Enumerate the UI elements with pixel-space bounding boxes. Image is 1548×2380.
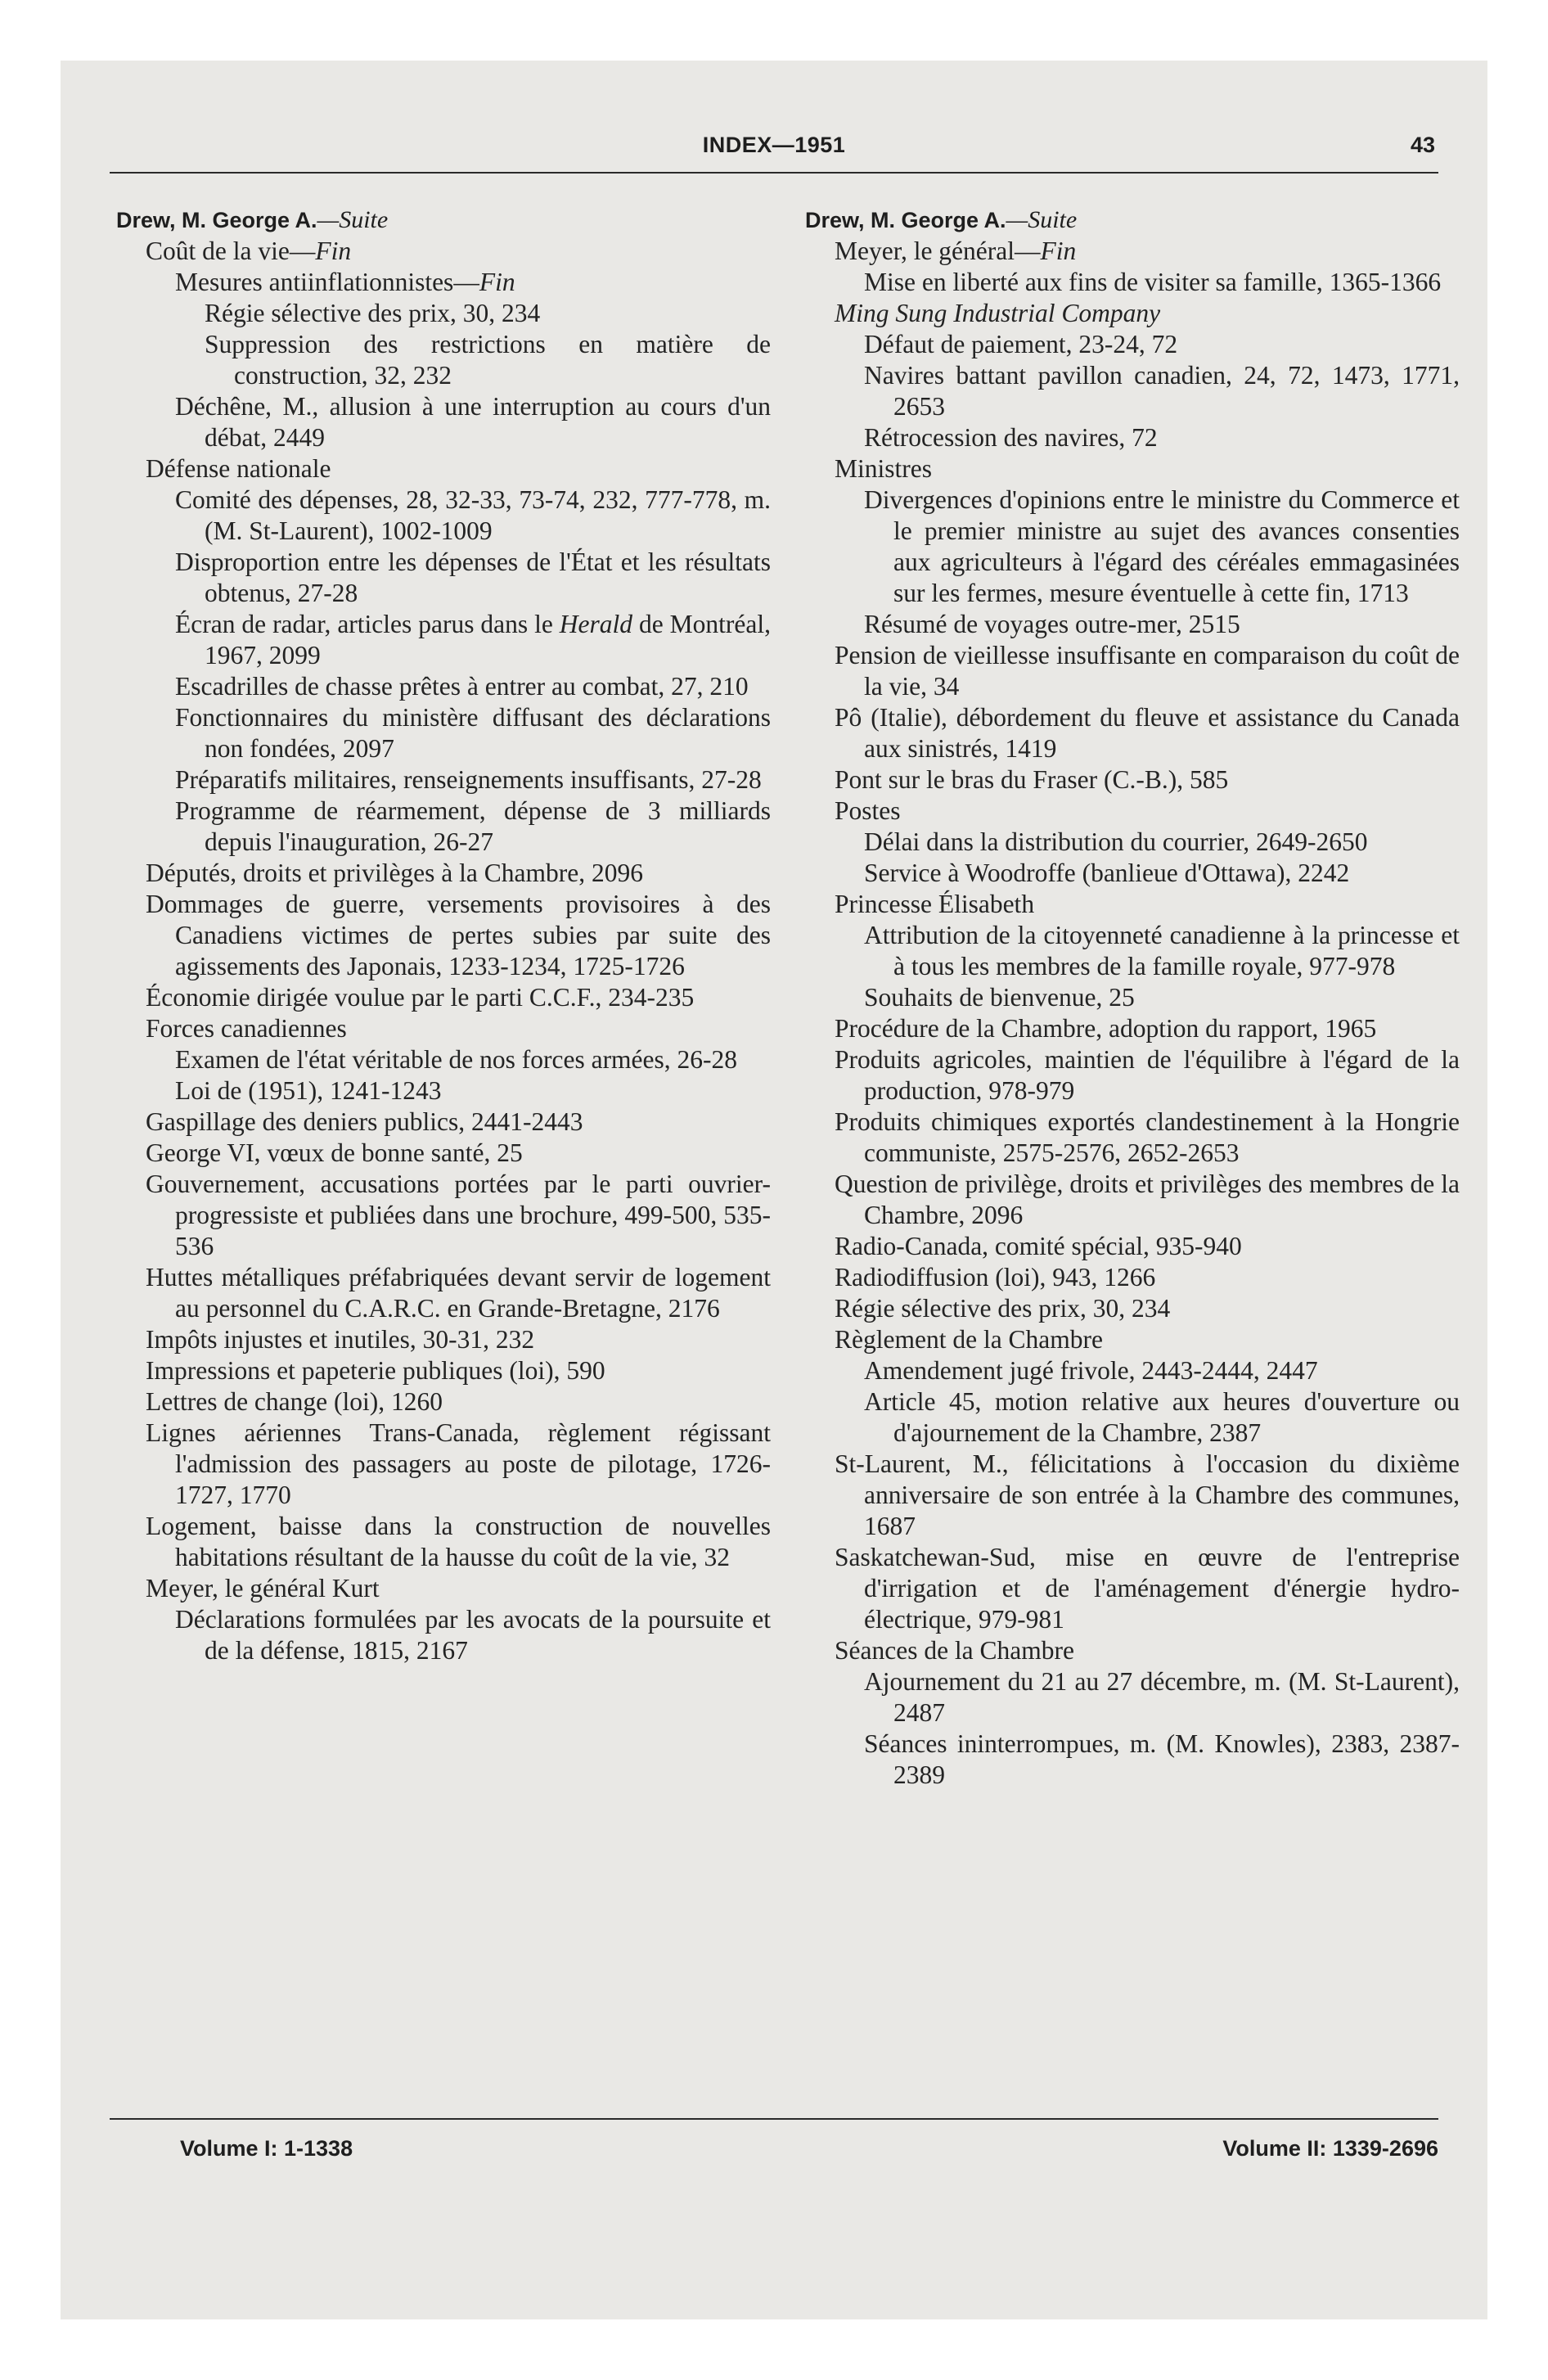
- entry-text: Pension de vieillesse insuffisante en comparaison du coût de la vie, 34: [835, 641, 1460, 701]
- entry-text: Mise en liberté aux fins de visiter sa famille, 1365-1366: [864, 268, 1442, 296]
- entry-text: Ajournement du 21 au 27 décembre, m. (M. St-Laurent), 2487: [864, 1667, 1460, 1727]
- index-entry: [116, 1324, 771, 1355]
- running-title: INDEX—1951: [702, 133, 846, 157]
- entry-text: Gouvernement, accusations portées par le parti ouvrier-progressiste et publiées dans une brochure, 499-500, 535-536: [146, 1170, 771, 1260]
- index-entry: [805, 640, 1460, 702]
- entry-text: Défaut de paiement, 23-24, 72: [864, 330, 1178, 358]
- index-entry: [116, 547, 771, 609]
- index-entry: [116, 1075, 771, 1107]
- entry-text: Forces canadiennes: [146, 1014, 347, 1043]
- index-entry: [116, 858, 771, 889]
- entry-text: Impressions et papeterie publiques (loi), 590: [146, 1356, 605, 1385]
- index-entry: [805, 1044, 1460, 1107]
- index-entry: [805, 236, 1460, 267]
- column-heading: [116, 205, 771, 236]
- index-entry: [805, 453, 1460, 485]
- entry-text: Logement, baisse dans la construction de nouvelles habitations résultant de la hausse du coût de la vie, 32: [146, 1512, 771, 1571]
- index-entry: [805, 1262, 1460, 1293]
- index-entry: [116, 764, 771, 796]
- index-entry: [805, 485, 1460, 609]
- index-entry: [805, 796, 1460, 827]
- index-entry: [805, 1013, 1460, 1044]
- entry-text: Radiodiffusion (loi), 943, 1266: [835, 1263, 1156, 1291]
- index-entry: [116, 1355, 771, 1386]
- index-entry: [805, 764, 1460, 796]
- footer-volume-two: Volume II: 1339-2696: [1222, 2136, 1438, 2161]
- entry-text: Article 45, motion relative aux heures d'ouverture ou d'ajournement de la Chambre, 2387: [864, 1387, 1460, 1447]
- footer-volume-one: Volume I: 1-1338: [180, 2136, 353, 2161]
- index-entry: [805, 1293, 1460, 1324]
- index-entry: [805, 360, 1460, 422]
- index-entry: [805, 609, 1460, 640]
- entry-text: Déclarations formulées par les avocats de la poursuite et de la défense, 1815, 2167: [175, 1605, 771, 1665]
- index-entry: [116, 391, 771, 453]
- entry-text: Députés, droits et privilèges à la Chambre, 2096: [146, 859, 643, 887]
- left-entries: [116, 236, 771, 1666]
- entry-text: Séances ininterrompues, m. (M. Knowles), 2383, 2387-2389: [864, 1729, 1460, 1789]
- entry-text: Service à Woodroffe (banlieue d'Ottawa), 2242: [864, 859, 1350, 887]
- index-entry: [116, 1386, 771, 1418]
- entry-text: Question de privilège, droits et privilèges des membres de la Chambre, 2096: [835, 1170, 1460, 1229]
- index-entry: [116, 1262, 771, 1324]
- entry-text: Gaspillage des deniers publics, 2441-2443: [146, 1107, 583, 1136]
- index-entry: [805, 298, 1460, 329]
- index-entry: [805, 858, 1460, 889]
- entry-text: Huttes métalliques préfabriquées devant servir de logement au personnel du C.A.R.C. en Grande-Bretagne, 2176: [146, 1263, 771, 1323]
- index-entry: [805, 827, 1460, 858]
- heading-name: Drew, M. George A.: [116, 208, 317, 232]
- index-entry: [805, 1169, 1460, 1231]
- entry-italic-text: Fin: [1040, 237, 1077, 265]
- entry-text: Loi de (1951), 1241-1243: [175, 1076, 442, 1105]
- entry-text: St-Laurent, M., félicitations à l'occasion du dixième anniversaire de son entrée à la Chambre des communes, 1687: [835, 1449, 1460, 1540]
- index-entry: [116, 1107, 771, 1138]
- index-entry: [116, 796, 771, 858]
- entry-text: Produits agricoles, maintien de l'équilibre à l'égard de la production, 978-979: [835, 1045, 1460, 1105]
- index-entry: [805, 1107, 1460, 1169]
- right-entries: [805, 236, 1460, 1791]
- heading-suffix: —Suite: [317, 206, 389, 233]
- index-entry: [116, 485, 771, 547]
- entry-text: Ministres: [835, 454, 933, 483]
- entry-text: Navires battant pavillon canadien, 24, 72, 1473, 1771, 2653: [864, 361, 1460, 421]
- entry-text: Attribution de la citoyenneté canadienne à la princesse et à tous les membres de la famille royale, 977-978: [864, 921, 1460, 980]
- entry-italic-text: Fin: [479, 268, 515, 296]
- right-index-column: [805, 205, 1460, 1791]
- index-entry: [116, 1604, 771, 1666]
- entry-text: Résumé de voyages outre-mer, 2515: [864, 610, 1240, 638]
- entry-italic-text: Fin: [315, 237, 352, 265]
- entry-text: Pont sur le bras du Fraser (C.-B.), 585: [835, 765, 1229, 794]
- entry-italic-text: Herald: [559, 610, 633, 638]
- heading-suffix: —Suite: [1006, 206, 1078, 233]
- entry-text: Postes: [835, 796, 901, 825]
- entry-text: Souhaits de bienvenue, 25: [864, 983, 1135, 1012]
- entry-text: Délai dans la distribution du courrier, 2649-2650: [864, 827, 1368, 856]
- index-entry: [805, 982, 1460, 1013]
- index-entry: [805, 1542, 1460, 1635]
- index-entry: [805, 702, 1460, 764]
- index-entry: [805, 329, 1460, 360]
- entry-text: Amendement jugé frivole, 2443-2444, 2447: [864, 1356, 1318, 1385]
- index-entry: [116, 1138, 771, 1169]
- entry-text: George VI, vœux de bonne santé, 25: [146, 1138, 523, 1167]
- entry-text: Défense nationale: [146, 454, 331, 483]
- heading-name: Drew, M. George A.: [805, 208, 1006, 232]
- page-number: 43: [1410, 133, 1435, 157]
- entry-text: Procédure de la Chambre, adoption du rapport, 1965: [835, 1014, 1377, 1043]
- entry-text: Pô (Italie), débordement du fleuve et assistance du Canada aux sinistrés, 1419: [835, 703, 1460, 763]
- entry-text: Lignes aériennes Trans-Canada, règlement régissant l'admission des passagers au poste de pilotage, 1726-1727, 1770: [146, 1418, 771, 1509]
- entry-text: Dommages de guerre, versements provisoires à des Canadiens victimes de pertes subies par suite des agissements des Japonais, 1233-1234, 1725-1726: [146, 890, 771, 980]
- entry-text: Lettres de change (loi), 1260: [146, 1387, 443, 1416]
- entry-text: Meyer, le général Kurt: [146, 1574, 380, 1602]
- entry-text: Fonctionnaires du ministère diffusant des déclarations non fondées, 2097: [175, 703, 771, 763]
- entry-text: Divergences d'opinions entre le ministre du Commerce et le premier ministre au sujet des avances consenties aux agriculteurs à l'égard des céréales emmagasinées sur les fermes, mesure éventuelle à cette fin, 1713: [864, 485, 1460, 607]
- scanned-page: [61, 61, 1487, 2319]
- entry-text: Séances de la Chambre: [835, 1636, 1075, 1665]
- index-entry: [805, 1324, 1460, 1355]
- index-entry: [116, 329, 771, 391]
- entry-text: Rétrocession des navires, 72: [864, 423, 1158, 452]
- column-heading: [805, 205, 1460, 236]
- index-entry: [805, 1449, 1460, 1542]
- index-entry: [116, 609, 771, 671]
- index-entry: [805, 1666, 1460, 1729]
- index-entry: [805, 1635, 1460, 1666]
- index-entry: [116, 298, 771, 329]
- entry-text: Produits chimiques exportés clandestinement à la Hongrie communiste, 2575-2576, 2652-2653: [835, 1107, 1460, 1167]
- entry-text: Suppression des restrictions en matière de construction, 32, 232: [205, 330, 771, 390]
- index-entry: [805, 1386, 1460, 1449]
- entry-text: Comité des dépenses, 28, 32-33, 73-74, 232, 777-778, m. (M. St-Laurent), 1002-1009: [175, 485, 771, 545]
- entry-italic-text: Ming Sung Industrial Company: [835, 299, 1161, 327]
- index-entry: [116, 702, 771, 764]
- index-entry: [116, 1044, 771, 1075]
- index-entry: [116, 1573, 771, 1604]
- index-entry: [116, 1013, 771, 1044]
- index-entry: [116, 671, 771, 702]
- entry-text: Meyer, le général—: [835, 237, 1041, 265]
- index-entry: [805, 422, 1460, 453]
- index-entry: [116, 1511, 771, 1573]
- index-entry: [116, 453, 771, 485]
- entry-text: Disproportion entre les dépenses de l'État et les résultats obtenus, 27-28: [175, 548, 771, 607]
- page-footer: [110, 2118, 1438, 2169]
- entry-text: Préparatifs militaires, renseignements insuffisants, 27-28: [175, 765, 762, 794]
- entry-text: Escadrilles de chasse prêtes à entrer au combat, 27, 210: [175, 672, 749, 701]
- entry-text: Radio-Canada, comité spécial, 935-940: [835, 1232, 1242, 1260]
- index-entry: [116, 1169, 771, 1262]
- entry-text: Coût de la vie—: [146, 237, 316, 265]
- index-entry: [116, 236, 771, 267]
- entry-text: Régie sélective des prix, 30, 234: [835, 1294, 1171, 1323]
- index-entry: [805, 1231, 1460, 1262]
- index-entry: [116, 889, 771, 982]
- entry-text: Princesse Élisabeth: [835, 890, 1035, 918]
- entry-text: Impôts injustes et inutiles, 30-31, 232: [146, 1325, 535, 1354]
- page-header: [110, 126, 1438, 174]
- left-index-column: [116, 205, 771, 1666]
- entry-text-after: de Montréal, 1967, 2099: [205, 610, 771, 669]
- index-entry: [805, 1355, 1460, 1386]
- entry-text: Examen de l'état véritable de nos forces armées, 26-28: [175, 1045, 738, 1074]
- index-entry: [805, 1729, 1460, 1791]
- index-entry: [116, 267, 771, 298]
- entry-text: Saskatchewan-Sud, mise en œuvre de l'entreprise d'irrigation et de l'aménagement d'énergie hydro-électrique, 979-981: [835, 1543, 1460, 1634]
- entry-text: Écran de radar, articles parus dans le: [175, 610, 560, 638]
- index-entry: [805, 889, 1460, 920]
- entry-text: Régie sélective des prix, 30, 234: [205, 299, 541, 327]
- entry-text: Mesures antiinflationnistes—: [175, 268, 479, 296]
- entry-text: Économie dirigée voulue par le parti C.C.F., 234-235: [146, 983, 695, 1012]
- entry-text: Programme de réarmement, dépense de 3 milliards depuis l'inauguration, 26-27: [175, 796, 771, 856]
- index-entry: [116, 1418, 771, 1511]
- entry-text: Règlement de la Chambre: [835, 1325, 1104, 1354]
- index-entry: [805, 920, 1460, 982]
- index-entry: [116, 982, 771, 1013]
- entry-text: Déchêne, M., allusion à une interruption au cours d'un débat, 2449: [175, 392, 771, 452]
- index-entry: [805, 267, 1460, 298]
